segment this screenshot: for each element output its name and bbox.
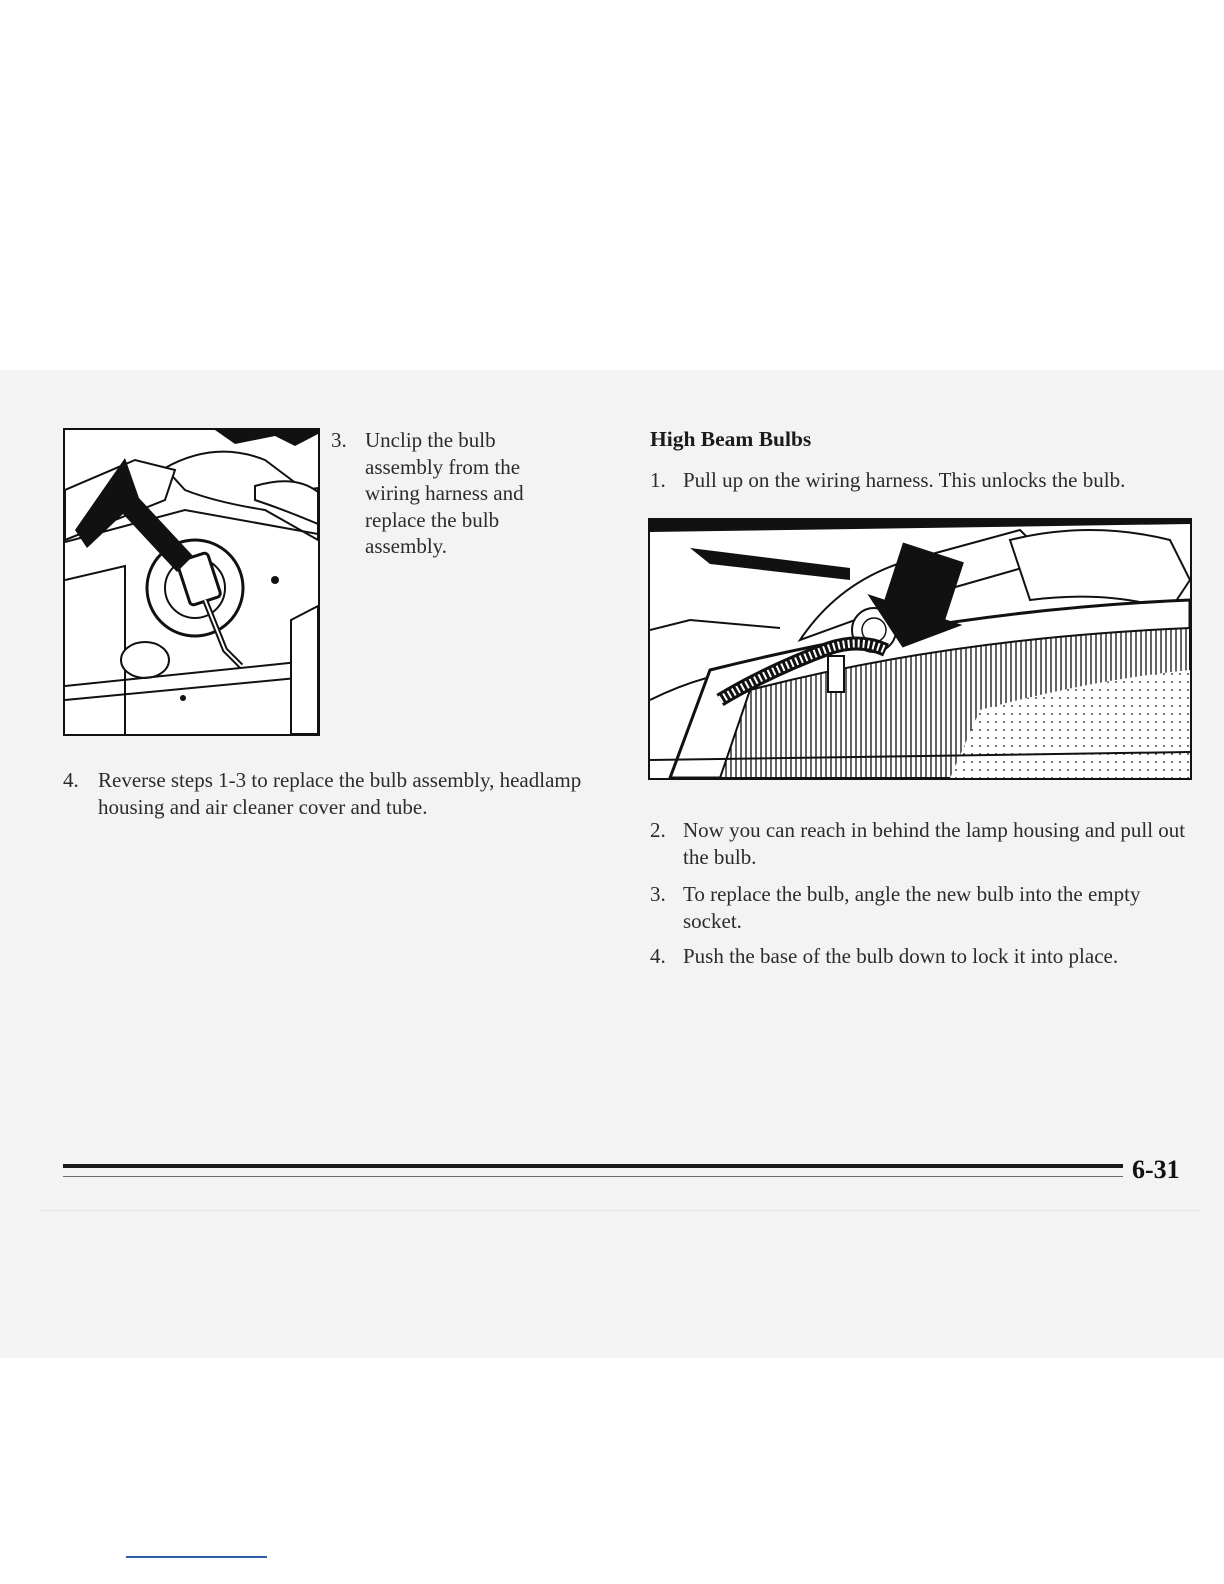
link-underline[interactable] <box>126 1556 267 1558</box>
step-number: 4. <box>650 944 666 968</box>
step-number: 1. <box>650 468 666 492</box>
step-number: 3. <box>331 428 347 452</box>
right-step-2 <box>650 817 1190 870</box>
right-step-3 <box>650 881 1190 934</box>
step-text: Now you can reach in behind the lamp housing and pull out the bulb. <box>683 818 1186 869</box>
step-number: 4. <box>63 768 79 792</box>
left-step-3 <box>331 427 571 560</box>
footer-rule-thick <box>63 1164 1123 1168</box>
step-text: Push the base of the bulb down to lock it into place. <box>683 944 1119 968</box>
right-step-1 <box>650 467 1210 494</box>
step-number: 3. <box>650 882 666 906</box>
step-number: 2. <box>650 818 666 842</box>
high-beam-illustration <box>648 518 1192 780</box>
section-heading: High Beam Bulbs <box>650 427 812 451</box>
step-text: Reverse steps 1-3 to replace the bulb assembly, headlamp housing and air cleaner cover and tube. <box>98 768 582 819</box>
page-number: 6-31 <box>1132 1155 1180 1184</box>
scan-divider <box>40 1210 1200 1211</box>
right-step-4 <box>650 943 1210 970</box>
bulb-assembly-illustration <box>63 428 320 736</box>
step-text: Unclip the bulb assembly from the wiring harness and replace the bulb assembly. <box>365 428 524 558</box>
step-text: To replace the bulb, angle the new bulb into the empty socket. <box>683 882 1141 933</box>
left-step-4 <box>63 767 603 820</box>
footer-rule-thin <box>63 1176 1123 1177</box>
step-text: Pull up on the wiring harness. This unlocks the bulb. <box>683 468 1126 492</box>
